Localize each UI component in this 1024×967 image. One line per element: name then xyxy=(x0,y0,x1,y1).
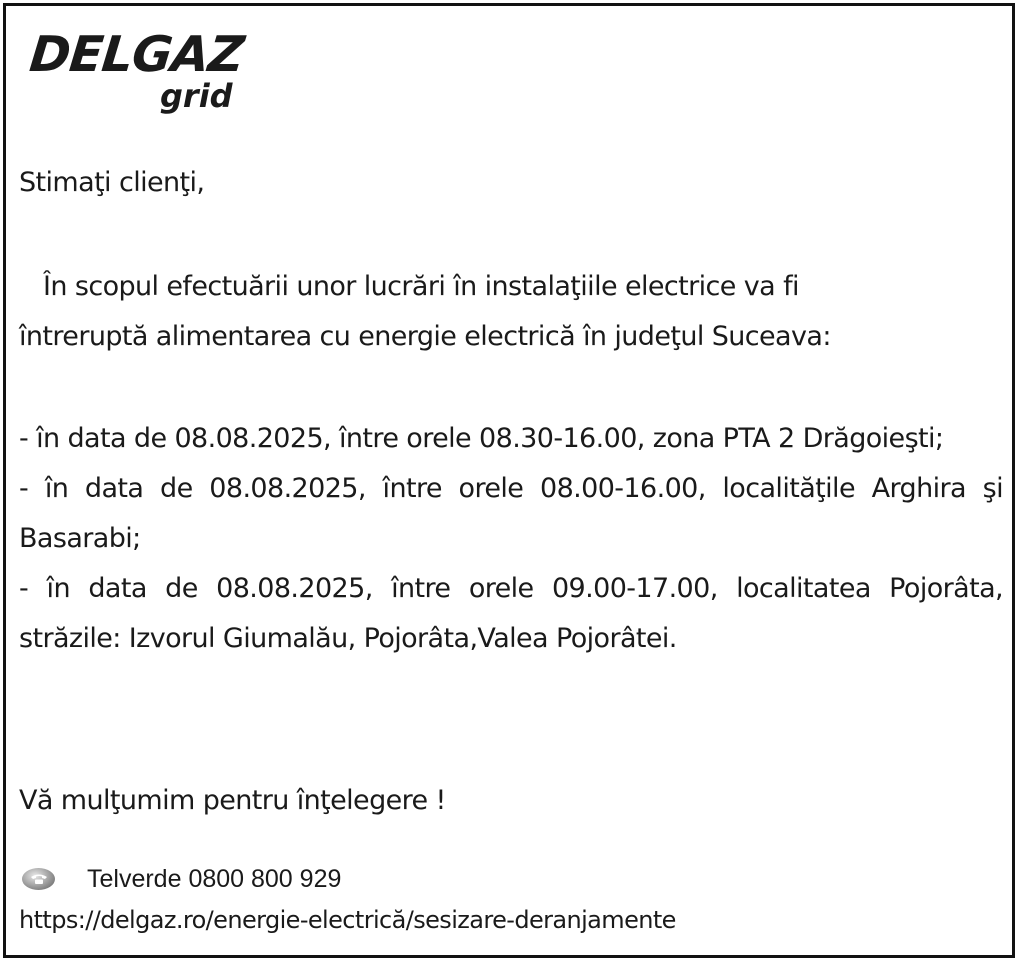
intro-line-2: întreruptă alimentarea cu energie electrică în judeţul Suceava: xyxy=(19,321,831,352)
logo-wordmark: DELGAZ xyxy=(27,26,247,83)
phone-number: Telverde 0800 800 929 xyxy=(87,864,342,893)
outage-item-3: - în data de 08.08.2025, între orele 09.00-17.00, localitatea Pojorâta, străzile: Izvorul Giumalău, Pojorâta,Valea Pojorâtei. xyxy=(19,573,1003,654)
report-url: https://delgaz.ro/energie-electrică/sesizare-deranjamente xyxy=(19,906,676,934)
intro-line-1: În scopul efectuării unor lucrări în instalaţiile electrice va fi xyxy=(43,271,799,302)
closing-message: Vă mulţumim pentru înţelegere ! xyxy=(19,785,446,816)
phone-contact xyxy=(22,862,341,896)
outage-list xyxy=(19,414,1003,664)
outage-item-1: - în data de 08.08.2025, între orele 08.30-16.00, zona PTA 2 Drăgoieşti; xyxy=(19,423,944,454)
greeting: Stimaţi clienţi, xyxy=(19,167,205,198)
logo-subtitle: grid xyxy=(160,77,233,115)
intro-paragraph xyxy=(19,262,1003,362)
outage-item-2: - în data de 08.08.2025, între orele 08.00-16.00, localităţile Arghira şi Basarabi; xyxy=(19,473,1003,554)
delgaz-grid-logo xyxy=(27,26,260,122)
telephone-icon xyxy=(22,868,55,890)
